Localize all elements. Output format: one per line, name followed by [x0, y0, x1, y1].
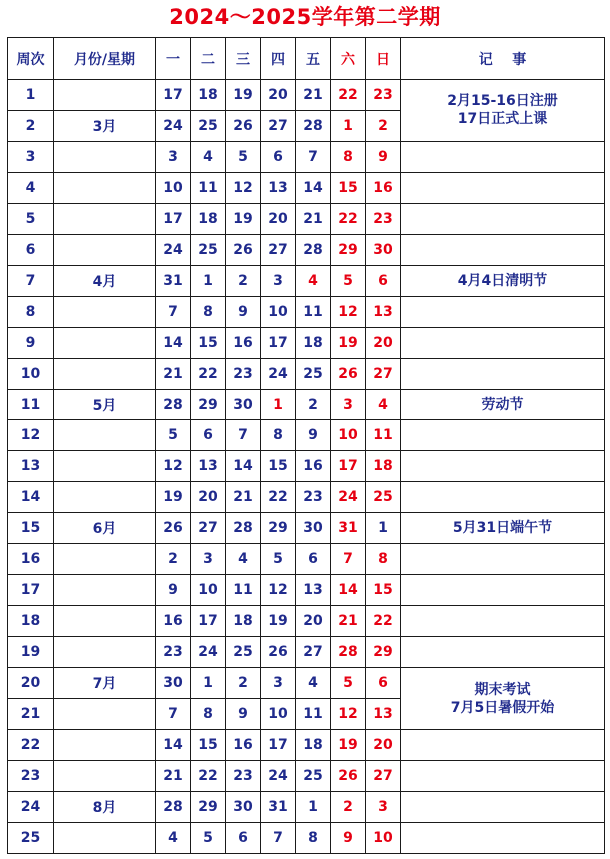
day-cell: 26 [261, 637, 296, 668]
week-cell: 9 [8, 327, 54, 358]
month-cell [54, 234, 156, 265]
note-line: 5月31日端午节 [452, 520, 553, 537]
day-cell: 27 [191, 513, 226, 544]
table-row [8, 544, 605, 575]
day-cell: 23 [156, 637, 191, 668]
day-cell: 3 [261, 668, 296, 699]
day-cell: 19 [156, 482, 191, 513]
day-cell: 20 [366, 730, 401, 761]
day-cell: 11 [191, 172, 226, 203]
month-cell [54, 482, 156, 513]
day-cell: 28 [156, 389, 191, 420]
note-line: 17日正式上课 [457, 111, 548, 128]
day-cell: 20 [366, 327, 401, 358]
day-cell: 9 [331, 822, 366, 853]
day-cell: 8 [331, 141, 366, 172]
day-cell: 17 [261, 730, 296, 761]
week-cell: 15 [8, 513, 54, 544]
week-cell: 20 [8, 668, 54, 699]
month-cell [54, 296, 156, 327]
month-cell [54, 420, 156, 451]
week-cell: 13 [8, 451, 54, 482]
week-cell: 5 [8, 203, 54, 234]
day-cell: 20 [261, 80, 296, 111]
day-cell: 22 [261, 482, 296, 513]
header-day-mon: 一 [156, 38, 191, 80]
day-cell: 12 [156, 451, 191, 482]
day-cell: 14 [156, 730, 191, 761]
day-cell: 5 [261, 544, 296, 575]
day-cell: 10 [191, 575, 226, 606]
calendar-body [8, 80, 605, 854]
header-week: 周次 [8, 38, 54, 80]
table-row [8, 482, 605, 513]
day-cell: 4 [226, 544, 261, 575]
table-row [8, 822, 605, 853]
day-cell: 2 [226, 265, 261, 296]
day-cell: 29 [191, 791, 226, 822]
month-cell: 4月 [54, 265, 156, 296]
day-cell: 5 [191, 822, 226, 853]
note-cell [401, 358, 605, 389]
day-cell: 21 [156, 358, 191, 389]
day-cell: 22 [331, 80, 366, 111]
day-cell: 17 [156, 203, 191, 234]
day-cell: 22 [331, 203, 366, 234]
table-row [8, 234, 605, 265]
day-cell: 18 [191, 203, 226, 234]
week-cell: 2 [8, 110, 54, 141]
day-cell: 27 [261, 234, 296, 265]
month-cell [54, 637, 156, 668]
day-cell: 12 [331, 699, 366, 730]
day-cell: 12 [331, 296, 366, 327]
day-cell: 28 [296, 110, 331, 141]
day-cell: 3 [261, 265, 296, 296]
week-cell: 10 [8, 358, 54, 389]
day-cell: 23 [226, 760, 261, 791]
note-cell [401, 482, 605, 513]
day-cell: 21 [296, 80, 331, 111]
month-cell: 8月 [54, 791, 156, 822]
day-cell: 5 [331, 668, 366, 699]
week-cell: 7 [8, 265, 54, 296]
day-cell: 11 [226, 575, 261, 606]
table-row [8, 668, 605, 699]
month-cell [54, 172, 156, 203]
week-cell: 12 [8, 420, 54, 451]
header-day-sat: 六 [331, 38, 366, 80]
day-cell: 29 [261, 513, 296, 544]
note-cell [401, 234, 605, 265]
header-day-fri: 五 [296, 38, 331, 80]
note-cell [401, 451, 605, 482]
note-cell [401, 606, 605, 637]
day-cell: 20 [261, 203, 296, 234]
day-cell: 16 [366, 172, 401, 203]
day-cell: 31 [331, 513, 366, 544]
week-cell: 3 [8, 141, 54, 172]
day-cell: 23 [366, 80, 401, 111]
day-cell: 25 [191, 110, 226, 141]
month-cell [54, 730, 156, 761]
month-cell [54, 327, 156, 358]
note-cell [401, 822, 605, 853]
table-row [8, 606, 605, 637]
day-cell: 6 [366, 668, 401, 699]
day-cell: 22 [191, 760, 226, 791]
day-cell: 10 [261, 296, 296, 327]
table-row [8, 420, 605, 451]
day-cell: 16 [296, 451, 331, 482]
table-row [8, 513, 605, 544]
day-cell: 1 [191, 668, 226, 699]
day-cell: 31 [156, 265, 191, 296]
day-cell: 7 [156, 699, 191, 730]
day-cell: 7 [261, 822, 296, 853]
day-cell: 7 [331, 544, 366, 575]
day-cell: 9 [226, 699, 261, 730]
day-cell: 15 [191, 327, 226, 358]
day-cell: 3 [331, 389, 366, 420]
day-cell: 30 [296, 513, 331, 544]
note-line: 4月4日清明节 [457, 272, 548, 289]
month-cell [54, 760, 156, 791]
day-cell: 15 [331, 172, 366, 203]
day-cell: 4 [296, 265, 331, 296]
day-cell: 29 [331, 234, 366, 265]
header-month: 月份/星期 [54, 38, 156, 80]
day-cell: 17 [156, 80, 191, 111]
day-cell: 21 [226, 482, 261, 513]
week-cell: 23 [8, 760, 54, 791]
day-cell: 18 [226, 606, 261, 637]
day-cell: 8 [191, 296, 226, 327]
month-cell: 3月 [54, 110, 156, 141]
note-cell [401, 637, 605, 668]
day-cell: 4 [156, 822, 191, 853]
week-cell: 4 [8, 172, 54, 203]
day-cell: 4 [296, 668, 331, 699]
table-row [8, 389, 605, 420]
day-cell: 18 [296, 327, 331, 358]
day-cell: 19 [226, 203, 261, 234]
day-cell: 20 [191, 482, 226, 513]
day-cell: 13 [366, 699, 401, 730]
day-cell: 5 [331, 265, 366, 296]
month-cell [54, 544, 156, 575]
day-cell: 9 [366, 141, 401, 172]
day-cell: 3 [156, 141, 191, 172]
day-cell: 19 [331, 327, 366, 358]
day-cell: 10 [366, 822, 401, 853]
table-row [8, 327, 605, 358]
day-cell: 8 [296, 822, 331, 853]
note-cell [401, 730, 605, 761]
note-cell [401, 80, 605, 142]
day-cell: 13 [261, 172, 296, 203]
day-cell: 3 [366, 791, 401, 822]
day-cell: 17 [191, 606, 226, 637]
day-cell: 9 [296, 420, 331, 451]
day-cell: 16 [226, 327, 261, 358]
month-cell: 5月 [54, 389, 156, 420]
day-cell: 19 [226, 80, 261, 111]
day-cell: 25 [366, 482, 401, 513]
table-row [8, 141, 605, 172]
week-cell: 11 [8, 389, 54, 420]
day-cell: 24 [156, 110, 191, 141]
table-row [8, 80, 605, 111]
day-cell: 10 [331, 420, 366, 451]
day-cell: 7 [296, 141, 331, 172]
header-day-wed: 三 [226, 38, 261, 80]
note-line: 7月5日暑假开始 [450, 699, 555, 716]
page-title: 2024～2025学年第二学期 [169, 5, 441, 29]
day-cell: 16 [226, 730, 261, 761]
day-cell: 30 [366, 234, 401, 265]
day-cell: 31 [261, 791, 296, 822]
day-cell: 14 [226, 451, 261, 482]
day-cell: 30 [226, 791, 261, 822]
day-cell: 5 [226, 141, 261, 172]
week-cell: 14 [8, 482, 54, 513]
day-cell: 8 [366, 544, 401, 575]
week-cell: 16 [8, 544, 54, 575]
day-cell: 4 [366, 389, 401, 420]
header-notes: 记 事 [401, 38, 605, 80]
header-day-tue: 二 [191, 38, 226, 80]
day-cell: 2 [366, 110, 401, 141]
day-cell: 27 [261, 110, 296, 141]
note-line: 2月15-16日注册 [447, 93, 558, 110]
day-cell: 9 [156, 575, 191, 606]
day-cell: 22 [191, 358, 226, 389]
day-cell: 10 [261, 699, 296, 730]
day-cell: 23 [296, 482, 331, 513]
day-cell: 19 [331, 730, 366, 761]
table-row [8, 203, 605, 234]
month-cell: 7月 [54, 668, 156, 699]
note-cell [401, 760, 605, 791]
note-cell [401, 668, 605, 730]
day-cell: 19 [261, 606, 296, 637]
day-cell: 6 [366, 265, 401, 296]
day-cell: 18 [191, 80, 226, 111]
month-cell [54, 822, 156, 853]
day-cell: 26 [156, 513, 191, 544]
note-cell [401, 544, 605, 575]
table-row [8, 730, 605, 761]
day-cell: 9 [226, 296, 261, 327]
day-cell: 11 [296, 296, 331, 327]
day-cell: 1 [261, 389, 296, 420]
day-cell: 21 [296, 203, 331, 234]
table-row [8, 760, 605, 791]
day-cell: 11 [296, 699, 331, 730]
day-cell: 29 [191, 389, 226, 420]
day-cell: 2 [226, 668, 261, 699]
day-cell: 8 [191, 699, 226, 730]
day-cell: 28 [296, 234, 331, 265]
day-cell: 21 [156, 760, 191, 791]
day-cell: 11 [366, 420, 401, 451]
day-cell: 1 [366, 513, 401, 544]
month-cell [54, 699, 156, 730]
table-row [8, 296, 605, 327]
note-cell [401, 513, 605, 544]
month-cell [54, 606, 156, 637]
table-row [8, 451, 605, 482]
day-cell: 27 [366, 358, 401, 389]
week-cell: 22 [8, 730, 54, 761]
note-cell [401, 420, 605, 451]
note-cell [401, 203, 605, 234]
day-cell: 1 [191, 265, 226, 296]
day-cell: 14 [296, 172, 331, 203]
note-cell [401, 791, 605, 822]
day-cell: 18 [366, 451, 401, 482]
day-cell: 10 [156, 172, 191, 203]
day-cell: 25 [296, 358, 331, 389]
day-cell: 23 [366, 203, 401, 234]
day-cell: 30 [156, 668, 191, 699]
day-cell: 3 [191, 544, 226, 575]
calendar-table [7, 37, 605, 854]
day-cell: 29 [366, 637, 401, 668]
week-cell: 6 [8, 234, 54, 265]
day-cell: 26 [226, 234, 261, 265]
week-cell: 24 [8, 791, 54, 822]
day-cell: 2 [296, 389, 331, 420]
table-row [8, 575, 605, 606]
day-cell: 6 [226, 822, 261, 853]
day-cell: 12 [226, 172, 261, 203]
day-cell: 22 [366, 606, 401, 637]
week-cell: 1 [8, 80, 54, 111]
day-cell: 30 [226, 389, 261, 420]
month-cell: 6月 [54, 513, 156, 544]
day-cell: 20 [296, 606, 331, 637]
day-cell: 14 [156, 327, 191, 358]
note-line: 期末考试 [474, 681, 531, 698]
table-row [8, 791, 605, 822]
day-cell: 27 [366, 760, 401, 791]
day-cell: 6 [296, 544, 331, 575]
table-row [8, 358, 605, 389]
day-cell: 26 [331, 760, 366, 791]
day-cell: 12 [261, 575, 296, 606]
day-cell: 25 [226, 637, 261, 668]
day-cell: 18 [296, 730, 331, 761]
day-cell: 15 [366, 575, 401, 606]
note-cell [401, 389, 605, 420]
day-cell: 14 [331, 575, 366, 606]
day-cell: 13 [296, 575, 331, 606]
note-cell [401, 265, 605, 296]
month-cell [54, 141, 156, 172]
day-cell: 25 [296, 760, 331, 791]
note-cell [401, 575, 605, 606]
day-cell: 2 [331, 791, 366, 822]
header-day-sun: 日 [366, 38, 401, 80]
week-cell: 21 [8, 699, 54, 730]
week-cell: 25 [8, 822, 54, 853]
day-cell: 2 [156, 544, 191, 575]
table-row [8, 265, 605, 296]
week-cell: 18 [8, 606, 54, 637]
note-cell [401, 327, 605, 358]
month-cell [54, 575, 156, 606]
day-cell: 24 [331, 482, 366, 513]
month-cell [54, 358, 156, 389]
day-cell: 17 [331, 451, 366, 482]
header-day-thu: 四 [261, 38, 296, 80]
day-cell: 13 [191, 451, 226, 482]
table-row [8, 172, 605, 203]
day-cell: 15 [261, 451, 296, 482]
note-line: 劳动节 [481, 396, 524, 413]
day-cell: 25 [191, 234, 226, 265]
day-cell: 7 [156, 296, 191, 327]
day-cell: 24 [261, 358, 296, 389]
header-row [8, 38, 605, 80]
day-cell: 8 [261, 420, 296, 451]
month-cell [54, 203, 156, 234]
day-cell: 24 [261, 760, 296, 791]
day-cell: 24 [156, 234, 191, 265]
day-cell: 28 [226, 513, 261, 544]
day-cell: 7 [226, 420, 261, 451]
day-cell: 1 [331, 110, 366, 141]
note-cell [401, 141, 605, 172]
day-cell: 6 [261, 141, 296, 172]
day-cell: 21 [331, 606, 366, 637]
month-cell [54, 451, 156, 482]
day-cell: 28 [331, 637, 366, 668]
day-cell: 17 [261, 327, 296, 358]
day-cell: 26 [331, 358, 366, 389]
day-cell: 27 [296, 637, 331, 668]
day-cell: 13 [366, 296, 401, 327]
week-cell: 19 [8, 637, 54, 668]
day-cell: 24 [191, 637, 226, 668]
day-cell: 5 [156, 420, 191, 451]
day-cell: 26 [226, 110, 261, 141]
day-cell: 6 [191, 420, 226, 451]
note-cell [401, 172, 605, 203]
day-cell: 15 [191, 730, 226, 761]
day-cell: 28 [156, 791, 191, 822]
day-cell: 1 [296, 791, 331, 822]
note-cell [401, 296, 605, 327]
day-cell: 16 [156, 606, 191, 637]
day-cell: 4 [191, 141, 226, 172]
week-cell: 17 [8, 575, 54, 606]
table-row [8, 637, 605, 668]
week-cell: 8 [8, 296, 54, 327]
month-cell [54, 80, 156, 111]
day-cell: 23 [226, 358, 261, 389]
